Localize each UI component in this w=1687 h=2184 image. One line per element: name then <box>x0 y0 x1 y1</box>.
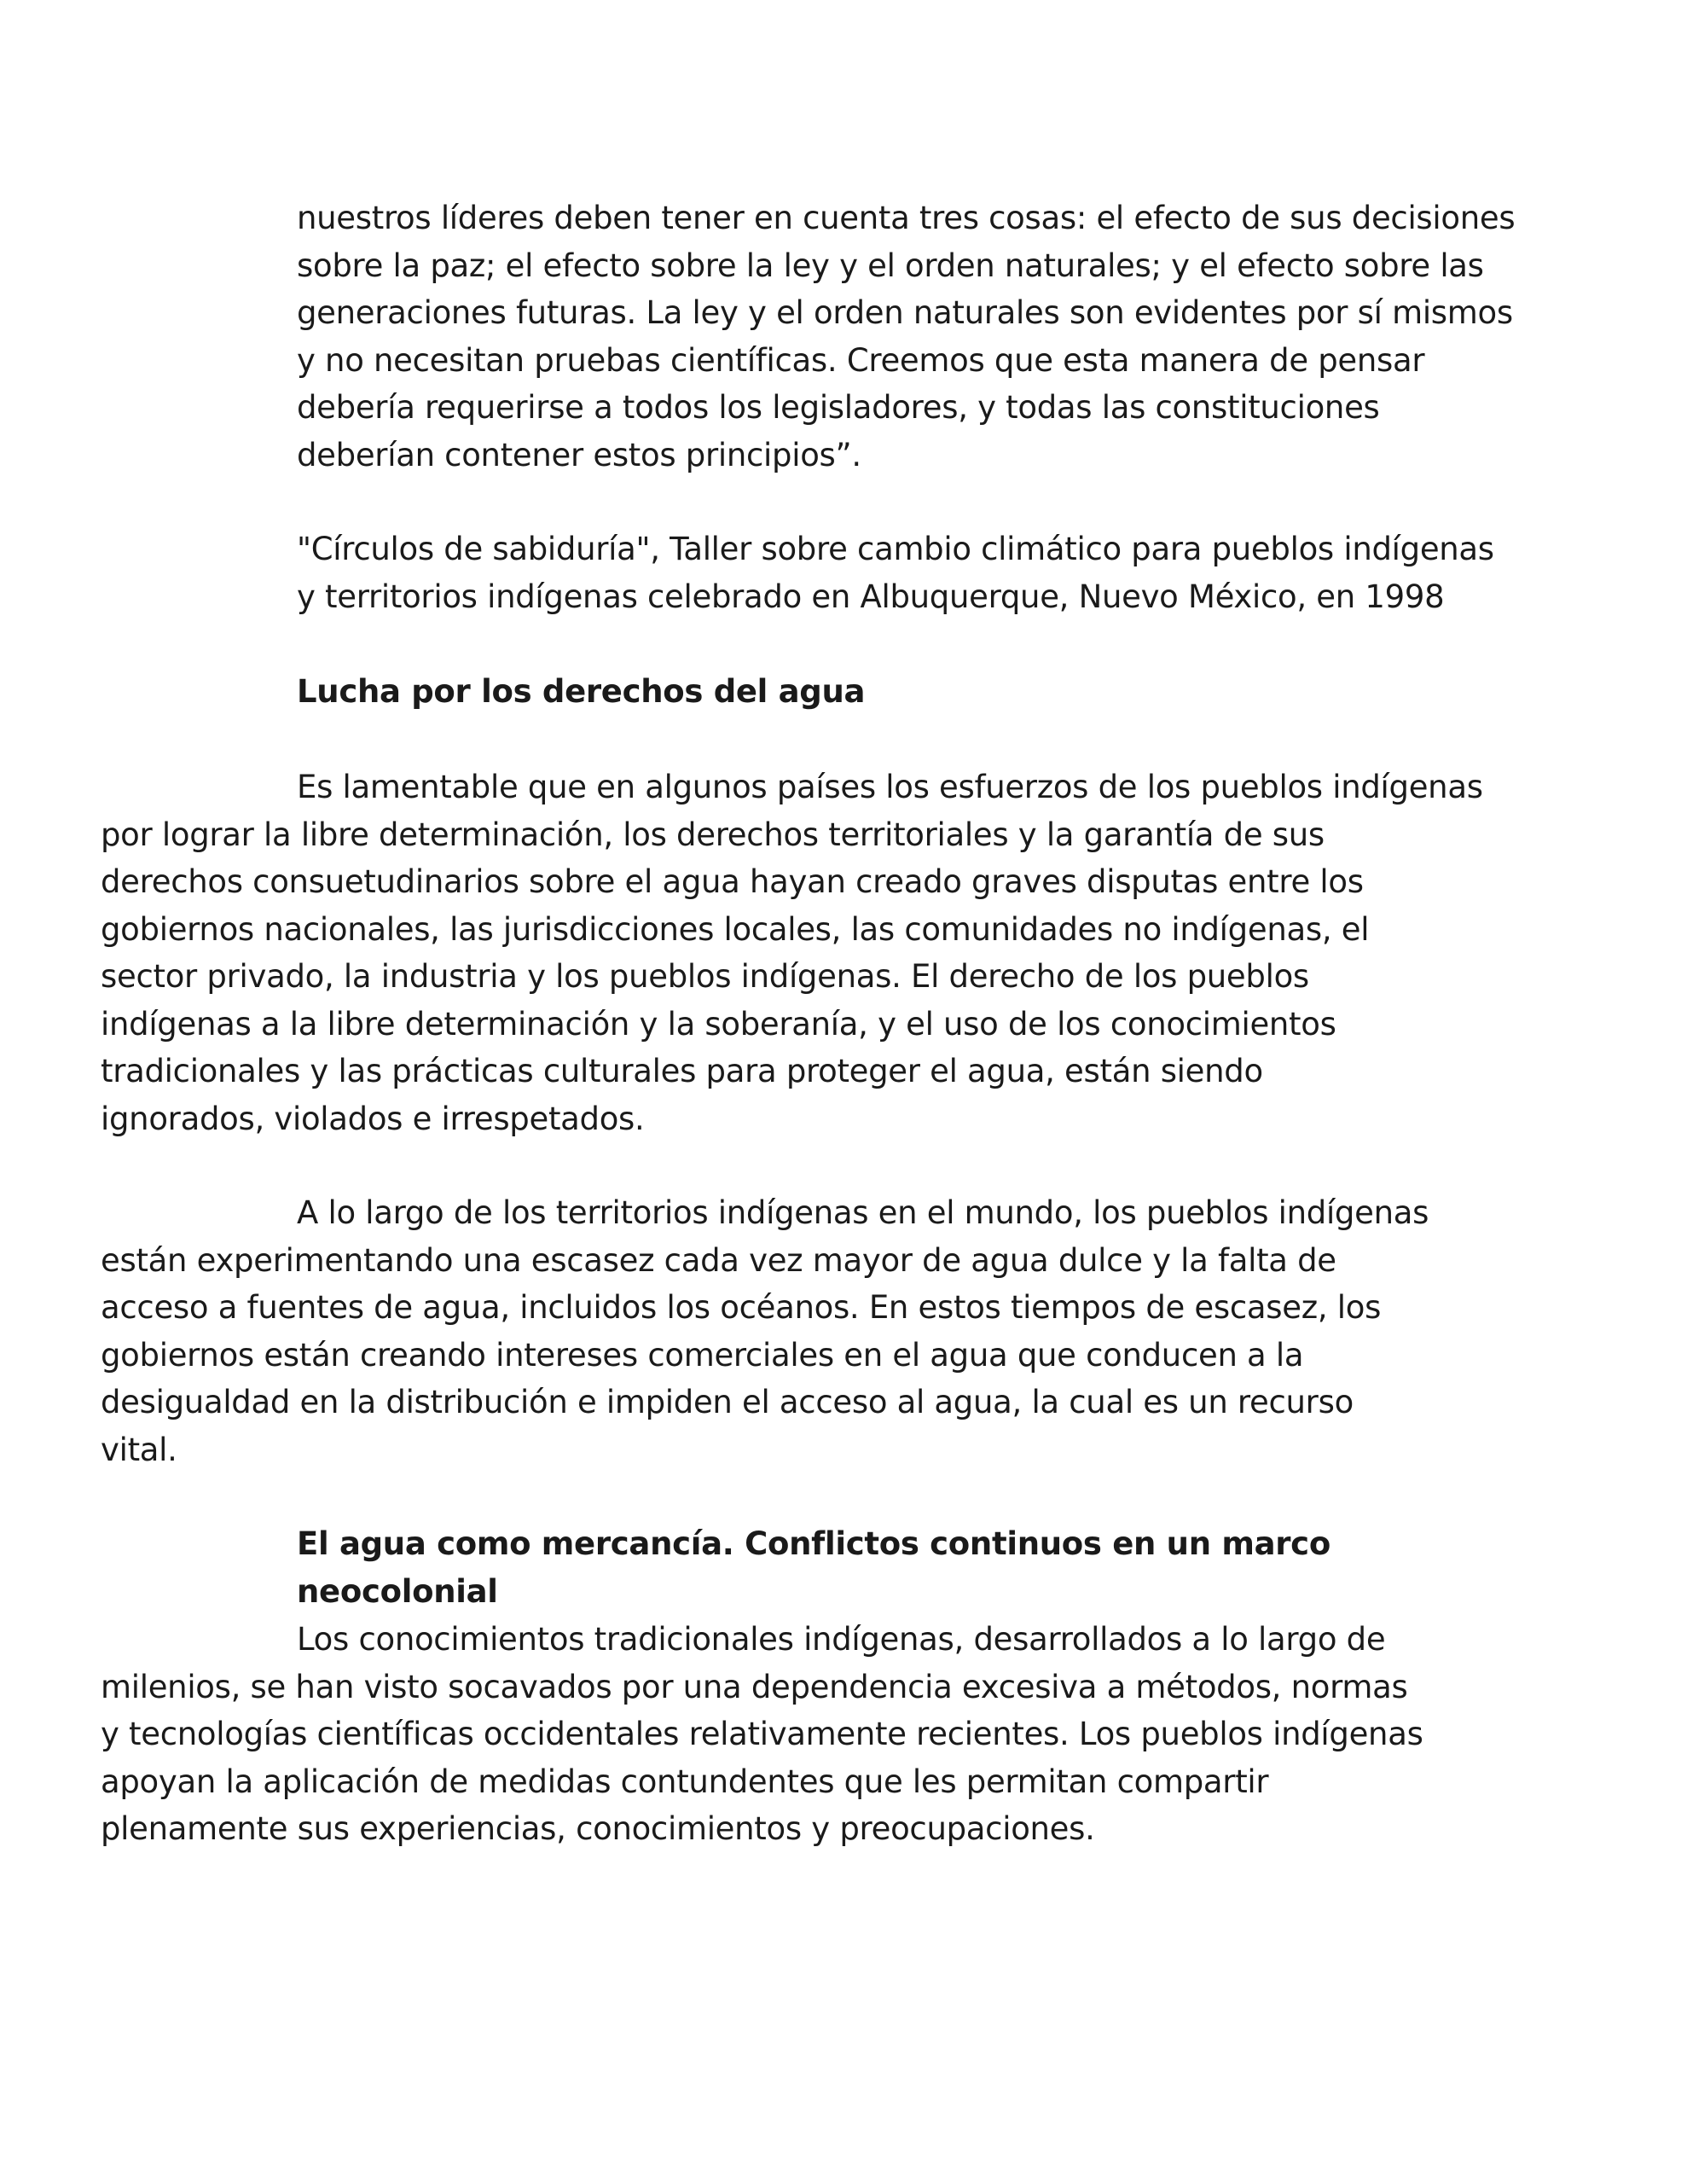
quote-paragraph <box>297 195 1516 479</box>
paragraph-line: y tecnologías científicas occidentales relativamente recientes. Los pueblos indígenas <box>101 1716 1423 1752</box>
paragraph-line: están experimentando una escasez cada vez mayor de agua dulce y la falta de <box>101 1241 1336 1279</box>
paragraph-line: gobiernos están creando intereses comerciales en el agua que conducen a la <box>101 1336 1304 1374</box>
section-heading: El agua como mercancía. Conflictos continuos en un marco neocolonial <box>297 1525 1330 1610</box>
body-paragraph <box>101 764 1491 1142</box>
paragraph-line: tradicionales y las prácticas culturales para proteger el agua, están siendo <box>101 1053 1263 1089</box>
paragraph-line: gobiernos nacionales, las jurisdicciones locales, las comunidades no indígenas, el <box>101 910 1370 948</box>
paragraph-line: derechos consuetudinarios sobre el agua hayan creado graves disputas entre los <box>101 863 1364 900</box>
quote-line: debería requerirse a todos los legisladores, y todas las constituciones <box>297 389 1380 426</box>
paragraph-line: por lograr la libre determinación, los derechos territoriales y la garantía de sus <box>101 816 1325 853</box>
citation-line: y territorios indígenas celebrado en Albuquerque, Nuevo México, en 1998 <box>297 578 1445 615</box>
paragraph-line: plenamente sus experiencias, conocimientos y preocupaciones. <box>101 1810 1095 1847</box>
quote-line: generaciones futuras. La ley y el orden naturales son evidentes por sí mismos <box>297 294 1513 331</box>
paragraph-line: sector privado, la industria y los pueblos indígenas. El derecho de los pueblos <box>101 958 1309 995</box>
paragraph-line: acceso a fuentes de agua, incluidos los océanos. En estos tiempos de escasez, los <box>101 1289 1382 1326</box>
citation-paragraph <box>297 526 1494 620</box>
paragraph-line: ignorados, violados e irrespetados. <box>101 1100 645 1137</box>
body-paragraph <box>101 1616 1491 1853</box>
paragraph-line: Los conocimientos tradicionales indígenas, desarrollados a lo largo de <box>297 1621 1386 1658</box>
quote-line: deberían contener estos principios”. <box>297 436 861 473</box>
paragraph-line: A lo largo de los territorios indígenas en el mundo, los pueblos indígenas <box>297 1194 1429 1231</box>
quote-line: sobre la paz; el efecto sobre la ley y el orden naturales; y el efecto sobre las <box>297 247 1484 284</box>
paragraph-line: milenios, se han visto socavados por una dependencia excesiva a métodos, normas <box>101 1668 1408 1705</box>
paragraph-line: vital. <box>101 1431 177 1468</box>
paragraph-line: indígenas a la libre determinación y la soberanía, y el uso de los conocimientos <box>101 1005 1336 1043</box>
section-heading: Lucha por los derechos del agua <box>297 673 866 710</box>
quote-line: nuestros líderes deben tener en cuenta tres cosas: el efecto de sus decisiones <box>297 200 1516 236</box>
paragraph-line: Es lamentable que en algunos países los esfuerzos de los pueblos indígenas <box>297 769 1483 805</box>
paragraph-line: apoyan la aplicación de medidas contundentes que les permitan compartir <box>101 1763 1269 1800</box>
paragraph-line: desigualdad en la distribución e impiden el acceso al agua, la cual es un recurso <box>101 1384 1354 1420</box>
citation-line: "Círculos de sabiduría", Taller sobre cambio climático para pueblos indígenas <box>297 531 1494 567</box>
body-paragraph <box>101 1189 1491 1473</box>
quote-line: y no necesitan pruebas científicas. Creemos que esta manera de pensar <box>297 341 1425 379</box>
